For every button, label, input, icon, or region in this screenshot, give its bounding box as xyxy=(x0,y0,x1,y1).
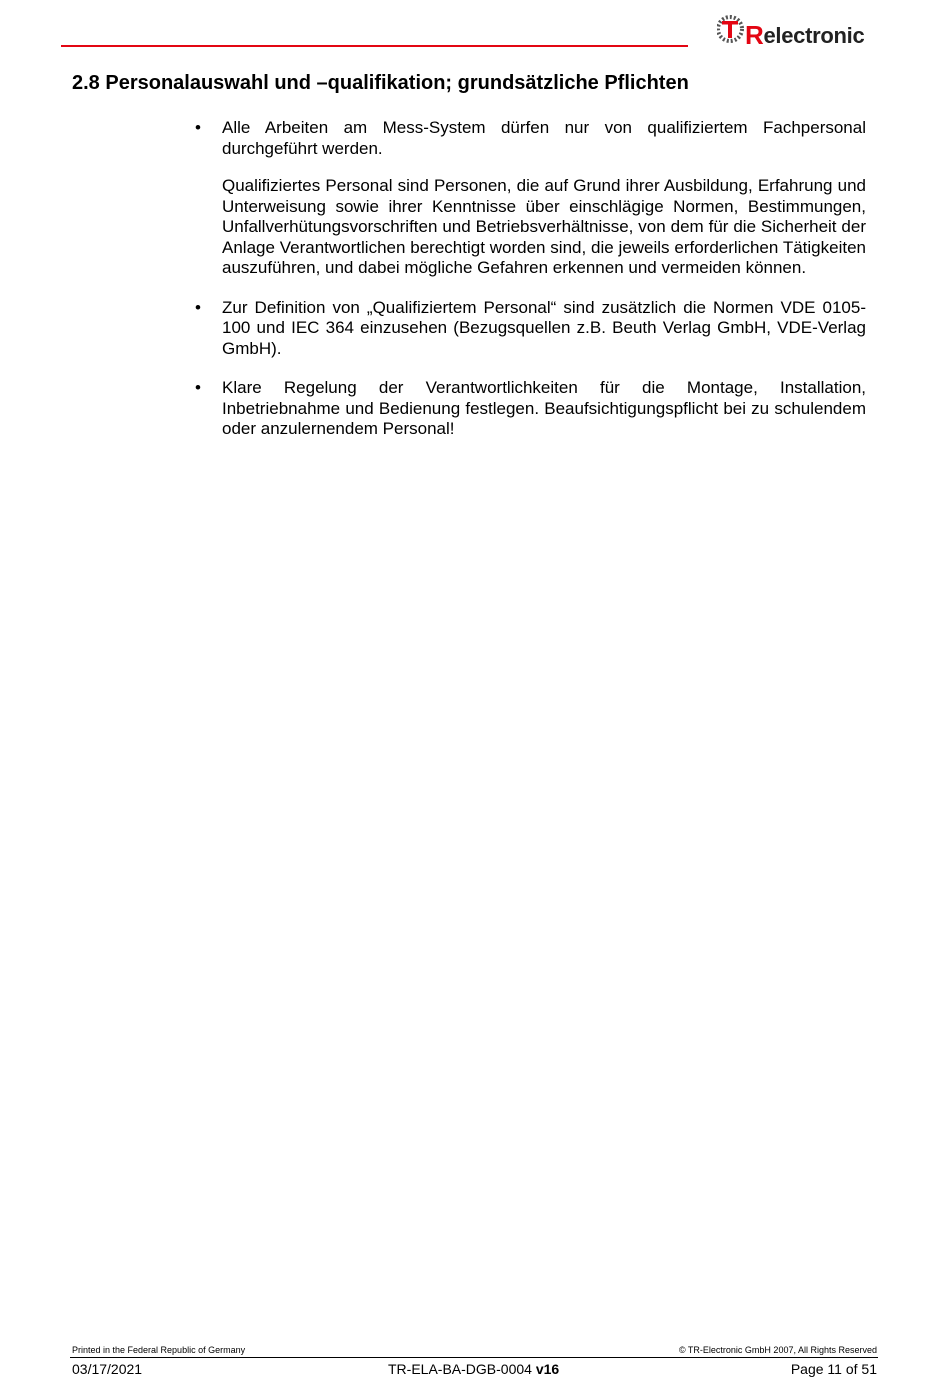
logo-text xyxy=(745,19,864,50)
doc-version: v16 xyxy=(535,1361,560,1377)
doc-id: TR-ELA-BA-DGB-0004 xyxy=(388,1361,532,1377)
section-title: 2.8 Personalauswahl und –qualifikation; grundsätzliche Pflichten xyxy=(72,72,689,94)
bullet-list xyxy=(195,118,866,459)
bullet-icon: • xyxy=(195,378,201,397)
paragraph: Klare Regelung der Verantwortlichkeiten für die Montage, Installation, Inbetriebnahme und Bedienung festlegen. Beaufsichtigungspflicht bei zu schulendem oder anzulernendem Personal! xyxy=(222,378,866,438)
list-item xyxy=(195,118,866,279)
paragraph: Qualifiziertes Personal sind Personen, die auf Grund ihrer Ausbildung, Erfahrung und Unterweisung sowie ihrer Kenntnisse über einschlägige Normen, Bestimmungen, Unfallverhütungsvorschriften und Betriebsverhältnisse, von dem für die Sicherheit der Anlage Verantwortlichen berechtigt worden sind, die jeweils erforderlichen Tätigkeiten auszuführen, und dabei mögliche Gefahren erkennen und vermeiden können. xyxy=(222,176,866,277)
list-item xyxy=(195,378,866,440)
bullet-icon: • xyxy=(195,297,201,317)
footer-copyright: © TR-Electronic GmbH 2007, All Rights Reserved xyxy=(678,1345,877,1355)
logo-initial: R xyxy=(745,20,764,50)
list-item xyxy=(195,297,866,360)
paragraph: Zur Definition von „Qualifiziertem Personal“ sind zusätzlich die Normen VDE 0105-100 und IEC 364 einzusehen (Bezugsquellen z.B. Beuth Verlag GmbH, VDE-Verlag GmbH). xyxy=(222,297,866,358)
bullet-icon: • xyxy=(195,118,201,137)
footer-rule xyxy=(70,1357,878,1358)
tr-electronic-logo xyxy=(717,12,877,50)
paragraph: Alle Arbeiten am Mess-System dürfen nur von qualifiziertem Fachpersonal durchgeführt werden. xyxy=(222,118,866,158)
header-rule xyxy=(61,45,688,47)
footer-page-number: Page 11 of 51 xyxy=(790,1361,877,1377)
footer-printed: Printed in the Federal Republic of Germany xyxy=(72,1345,246,1355)
footer-doc-id xyxy=(388,1361,559,1377)
logo-word: electronic xyxy=(763,23,865,48)
footer-date: 03/17/2021 xyxy=(72,1361,143,1377)
